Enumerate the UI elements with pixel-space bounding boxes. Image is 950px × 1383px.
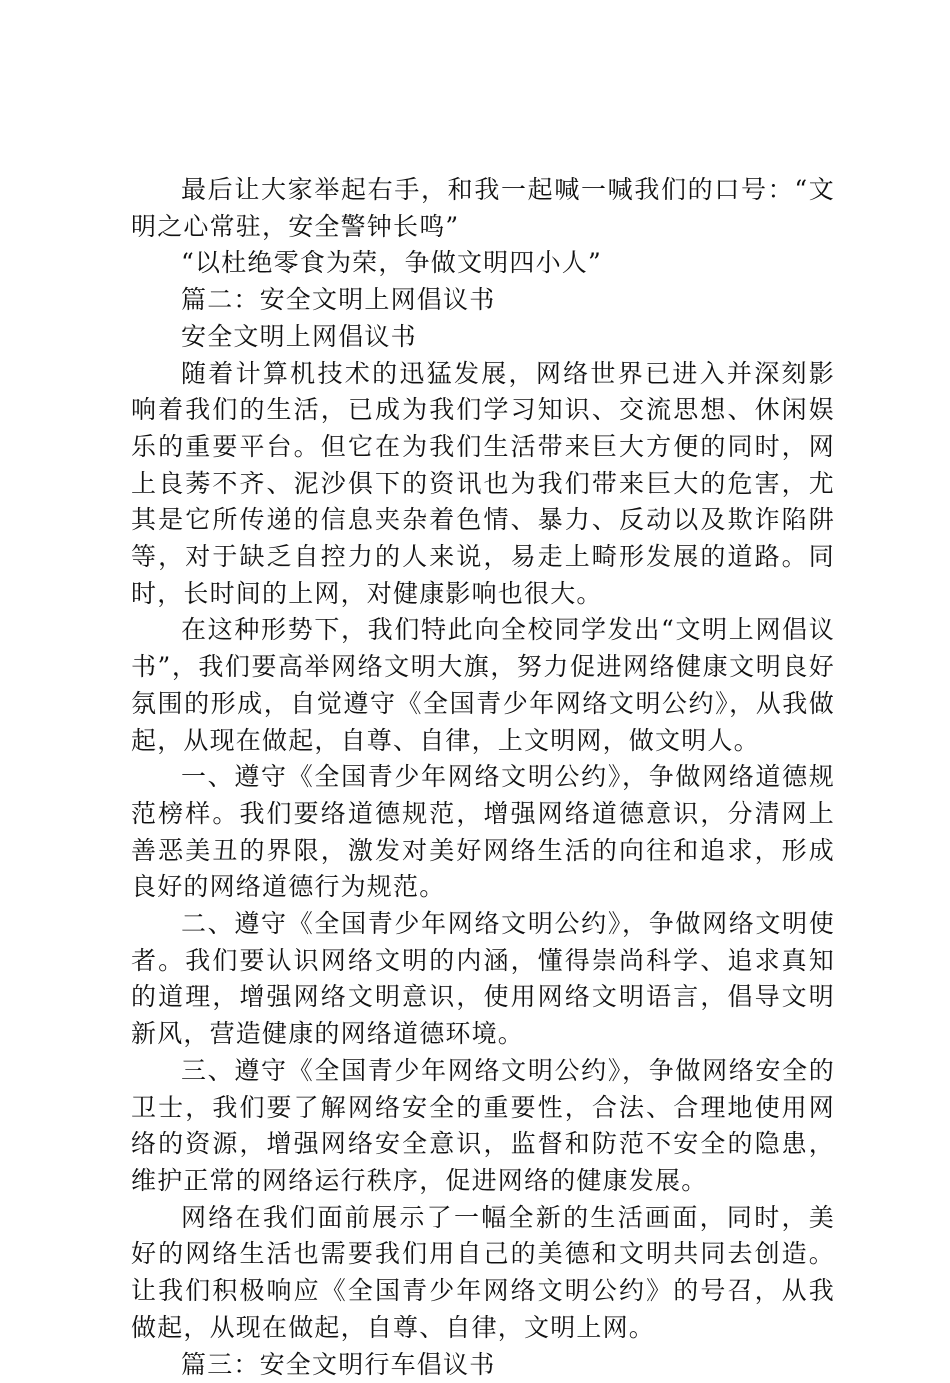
list-item-1: 一、遵守《全国青少年网络文明公约》，争做网络道德规范榜样。我们要络道德规范，增强网络道德意识，分清网上善恶美丑的界限，激发对美好网络生活的向往和追求，形成良好的网络道德行为规范。 <box>131 759 835 906</box>
body-paragraph: 随着计算机技术的迅猛发展，网络世界已进入并深刻影响着我们的生活，已成为我们学习知识、交流思想、休闲娱乐的重要平台。但它在为我们生活带来巨大方便的同时，网上良莠不齐、泥沙俱下的资讯也为我们带来巨大的危害，尤其是它所传递的信息夹杂着色情、暴力、反动以及欺诈陷阱等，对于缺乏自控力的人来说，易走上畸形发展的道路。同时，长时间的上网，对健康影响也很大。 <box>131 356 835 613</box>
closing-paragraph: 网络在我们面前展示了一幅全新的生活画面，同时，美好的网络生活也需要我们用自己的美德和文明共同去创造。让我们积极响应《全国青少年网络文明公约》的号召，从我做起，从现在做起，自尊、自律，文明上网。 <box>131 1200 835 1347</box>
document-page <box>131 172 835 1383</box>
document-title: 安全文明上网倡议书 <box>131 319 835 356</box>
section-heading-3: 篇三：安全文明行车倡议书 <box>131 1347 835 1383</box>
list-item-2: 二、遵守《全国青少年网络文明公约》，争做网络文明使者。我们要认识网络文明的内涵，懂得崇尚科学、追求真知的道理，增强网络文明意识，使用网络文明语言，倡导文明新风，营造健康的网络道德环境。 <box>131 906 835 1053</box>
section-heading-2: 篇二：安全文明上网倡议书 <box>131 282 835 319</box>
body-paragraph: 在这种形势下，我们特此向全校同学发出“文明上网倡议书”，我们要高举网络文明大旗，努力促进网络健康文明良好氛围的形成，自觉遵守《全国青少年网络文明公约》，从我做起，从现在做起，自尊、自律，上文明网，做文明人。 <box>131 612 835 759</box>
slogan-paragraph: 最后让大家举起右手，和我一起喊一喊我们的口号：“文明之心常驻，安全警钟长鸣” <box>131 172 835 245</box>
list-item-3: 三、遵守《全国青少年网络文明公约》，争做网络安全的卫士，我们要了解网络安全的重要性，合法、合理地使用网络的资源，增强网络安全意识，监督和防范不安全的隐患，维护正常的网络运行秩序，促进网络的健康发展。 <box>131 1053 835 1200</box>
slogan-paragraph-2: “以杜绝零食为荣，争做文明四小人” <box>131 245 835 282</box>
